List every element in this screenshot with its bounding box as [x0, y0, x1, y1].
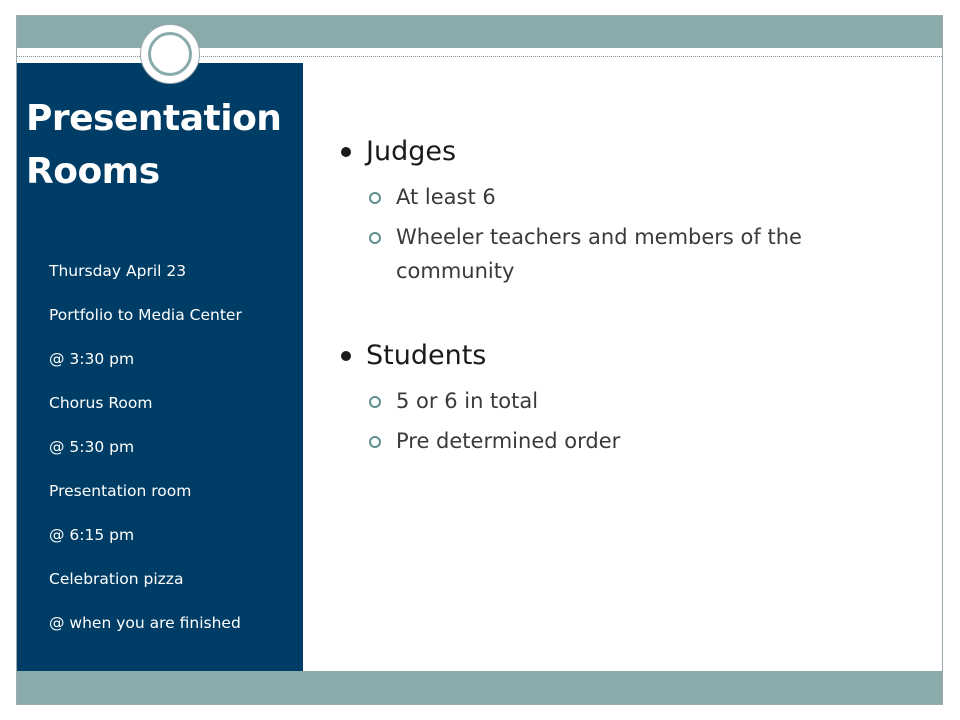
- circle-ornament-icon: [140, 24, 200, 84]
- bullet-dot-icon: [341, 351, 351, 361]
- bullet-heading-text: Students: [366, 340, 487, 371]
- sub-bullet-text: Wheeler teachers and members of the community: [396, 225, 802, 283]
- slide-title: Presentation Rooms: [26, 98, 282, 192]
- sub-bullet-text: Pre determined order: [396, 429, 621, 453]
- bullet-dot-icon: [341, 147, 351, 157]
- schedule-item: Celebration pizza: [49, 570, 184, 588]
- schedule-list: [49, 256, 242, 652]
- bullet-heading-text: Judges: [366, 136, 457, 167]
- content-area: [340, 130, 920, 458]
- bullet-heading-judges: [340, 130, 920, 174]
- sub-bullet-text: 5 or 6 in total: [396, 389, 539, 413]
- ring-bullet-icon: [369, 396, 381, 408]
- bottom-band: [17, 671, 942, 704]
- bullet-heading-students: [340, 334, 920, 378]
- ring-bullet-icon: [369, 436, 381, 448]
- ring-bullet-icon: [369, 232, 381, 244]
- sub-bullet: [340, 384, 920, 418]
- schedule-item: Presentation room: [49, 482, 192, 500]
- schedule-item: @ 3:30 pm: [49, 350, 135, 368]
- sub-bullet-text: At least 6: [396, 185, 496, 209]
- ring-bullet-icon: [369, 192, 381, 204]
- schedule-item: Thursday April 23: [49, 262, 187, 280]
- schedule-item: @ 5:30 pm: [49, 438, 135, 456]
- spacer: [340, 288, 920, 334]
- sub-bullet: [340, 220, 920, 288]
- sub-bullet: [340, 424, 920, 458]
- schedule-item: @ 6:15 pm: [49, 526, 135, 544]
- schedule-item: Chorus Room: [49, 394, 153, 412]
- schedule-item: @ when you are finished: [49, 614, 241, 632]
- schedule-item: Portfolio to Media Center: [49, 306, 242, 324]
- inner-ring: [148, 32, 192, 76]
- sub-bullet: [340, 180, 920, 214]
